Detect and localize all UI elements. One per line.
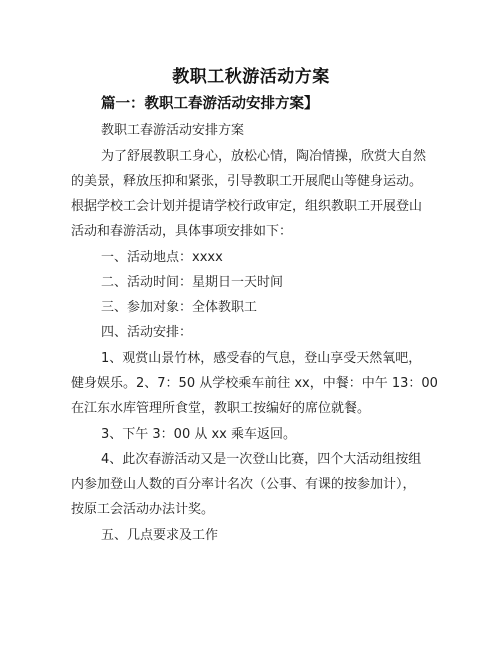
- text-line: 3、下午 3：00 从 xx 乘车返回。: [101, 427, 297, 442]
- text-line: 的美景，释放压抑和紧张，引导教职工开展爬山等健身运动。: [71, 174, 423, 189]
- text-line: 1、观赏山景竹林，感受春的气息，登山享受天然氧吧，: [101, 351, 422, 366]
- text-line: 三、参加对象：全体教职工: [101, 300, 258, 315]
- text-line: 根据学校工会计划并提请学校行政审定，组织教职工开展登山: [71, 199, 423, 214]
- text-line: 内参加登山人数的百分率计名次（公事、有课的按参加计），: [71, 477, 416, 492]
- section-heading: 篇一：教职工春游活动安排方案】: [101, 96, 319, 112]
- text-line: 为了舒展教职工身心，放松心情，陶冶情操，欣赏大自然: [101, 149, 427, 164]
- text-line: 五、几点要求及工作: [101, 528, 219, 543]
- text-line: 按原工会活动办法计奖。: [71, 502, 215, 517]
- text-line: 一、活动地点：xxxx: [101, 250, 223, 265]
- text-line: 活动和春游活动，具体事项安排如下：: [71, 224, 293, 239]
- text-line: 二、活动时间：星期日一天时间: [101, 275, 284, 290]
- document-title: 教职工秋游活动方案: [172, 67, 330, 87]
- text-line: 教职工春游活动安排方案: [101, 123, 245, 138]
- text-line: 四、活动安排：: [101, 325, 193, 340]
- text-line: 健身娱乐。2、7：50 从学校乘车前往 xx，中餐：中午 13：00: [71, 376, 438, 391]
- text-line: 在江东水库管理所食堂，教职工按编好的席位就餐。: [71, 401, 371, 416]
- text-line: 4、此次春游活动又是一次登山比赛，四个大活动组按组: [101, 452, 422, 467]
